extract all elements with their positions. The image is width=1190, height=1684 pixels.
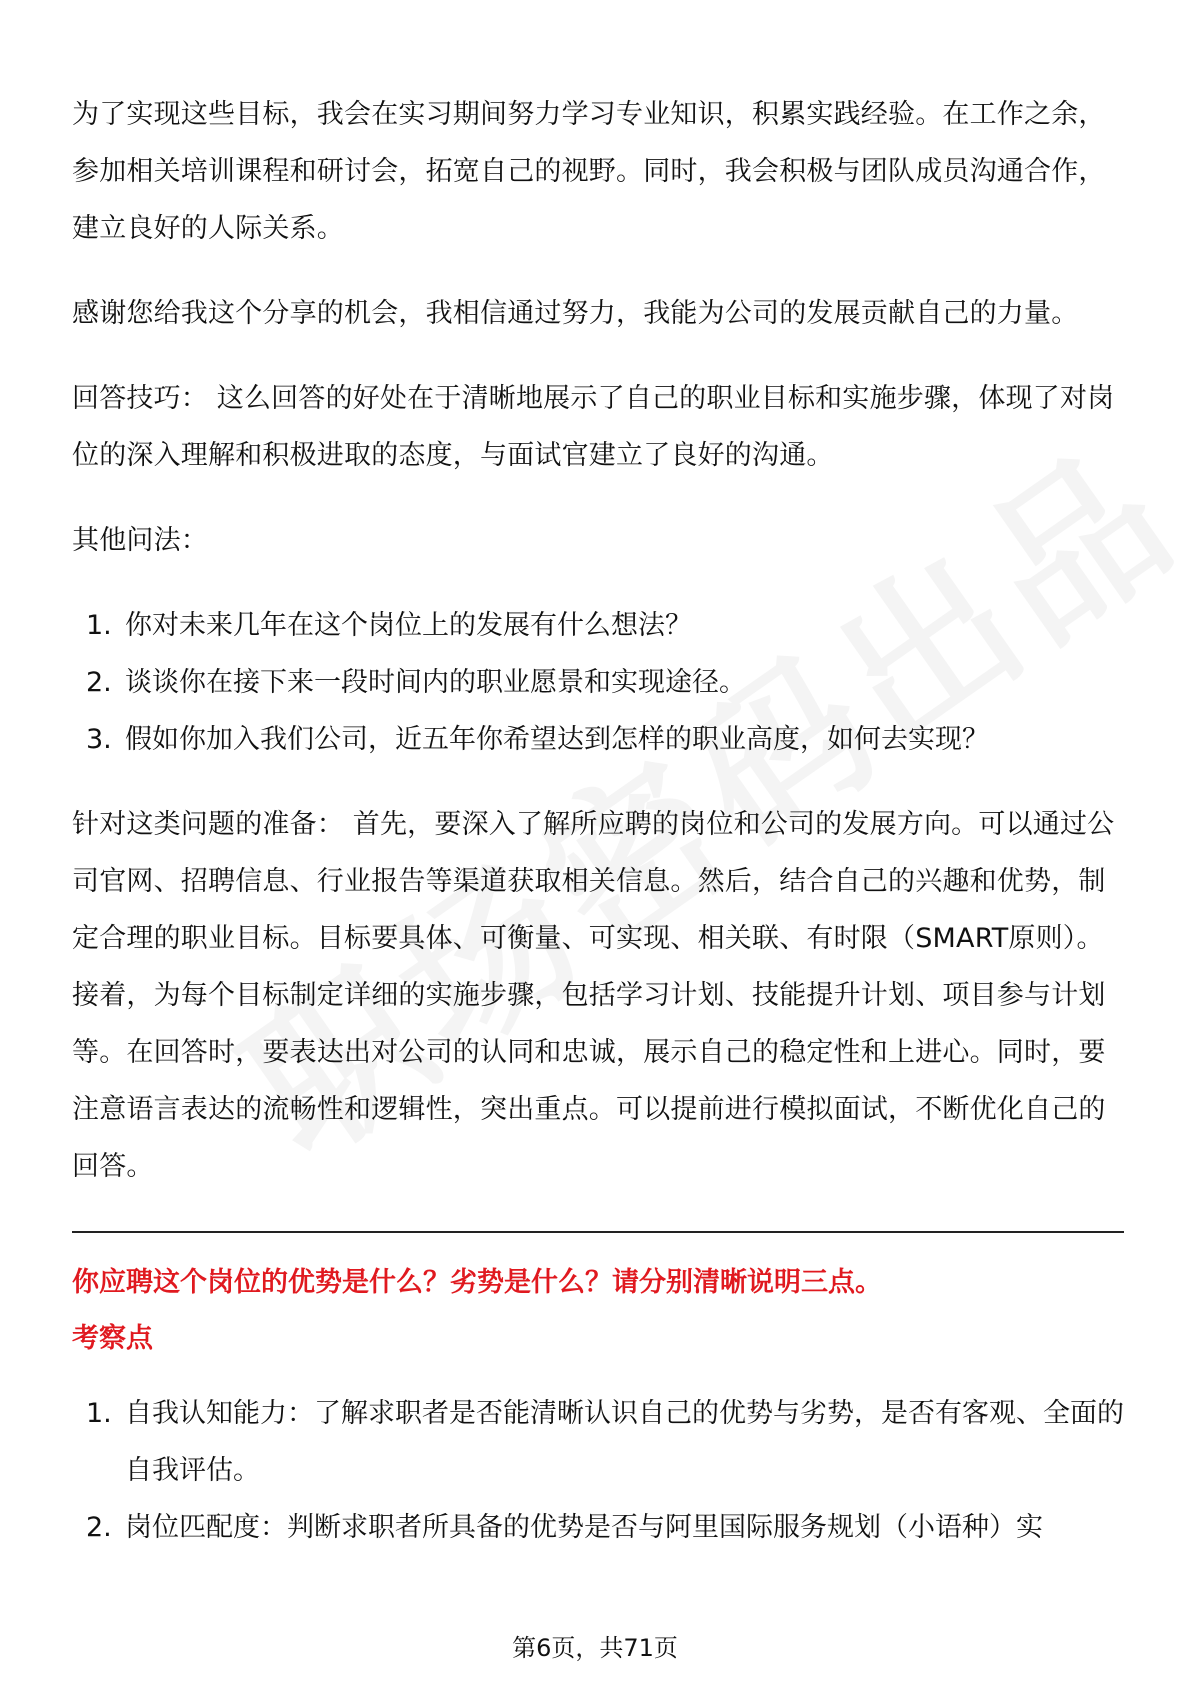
list-item [72,1499,1124,1556]
list-number: 1. [86,610,112,641]
assessment-points-heading: 考察点 [72,1323,153,1354]
list-item [72,597,1124,654]
list-text: 你对未来几年在这个岗位上的发展有什么想法？ [125,610,692,641]
paragraph-preparation: 针对这类问题的准备： 首先，要深入了解所应聘的岗位和公司的发展方向。可以通过公司官网、招聘信息、行业报告等渠道获取相关信息。然后，结合自己的兴趣和优势，制定合理的职业目标。目标要具体、可衡量、可实现、相关联、有时限（SMART原则）。接着，为每个目标制定详细的实施步骤，包括学习计划、技能提升计划、项目参与计划等。在回答时，要表达出对公司的认同和忠诚，展示自己的稳定性和上进心。同时，要注意语言表达的流畅性和逻辑性，突出重点。可以提前进行模拟面试，不断优化自己的回答。 [72,809,1115,1182]
list-text: 谈谈你在接下来一段时间内的职业愿景和实现途径。 [125,667,746,698]
section-divider [72,1231,1124,1233]
list-text: 自我认知能力：了解求职者是否能清晰认识自己的优势与劣势，是否有客观、全面的自我评估。 [125,1398,1124,1486]
list-text: 假如你加入我们公司，近五年你希望达到怎样的职业高度，如何去实现？ [125,724,989,755]
list-item [72,1385,1124,1499]
list-number: 1. [86,1398,112,1429]
paragraph-thanks: 感谢您给我这个分享的机会，我相信通过努力，我能为公司的发展贡献自己的力量。 [72,298,1079,329]
list-text: 岗位匹配度：判断求职者所具备的优势是否与阿里国际服务规划（小语种）实 [125,1512,1043,1543]
page-content [72,86,1124,1584]
paragraph-goals: 为了实现这些目标，我会在实习期间努力学习专业知识，积累实践经验。在工作之余，参加相关培训课程和研讨会，拓宽自己的视野。同时，我会积极与团队成员沟通合作，建立良好的人际关系。 [72,99,1106,244]
assessment-points-list [72,1385,1124,1556]
list-number: 2. [86,1512,112,1543]
other-questions-list [72,597,1124,768]
list-item [72,654,1124,711]
paragraph-other-asks-label: 其他问法： [72,525,208,556]
page-number-footer: 第6页，共71页 [512,1634,678,1662]
list-item [72,711,1124,768]
list-number: 2. [86,667,112,698]
list-number: 3. [86,724,112,755]
question-title: 你应聘这个岗位的优势是什么？劣势是什么？请分别清晰说明三点。 [72,1267,882,1298]
paragraph-answer-tips: 回答技巧： 这么回答的好处在于清晰地展示了自己的职业目标和实施步骤，体现了对岗位的深入理解和积极进取的态度，与面试官建立了良好的沟通。 [72,383,1115,471]
